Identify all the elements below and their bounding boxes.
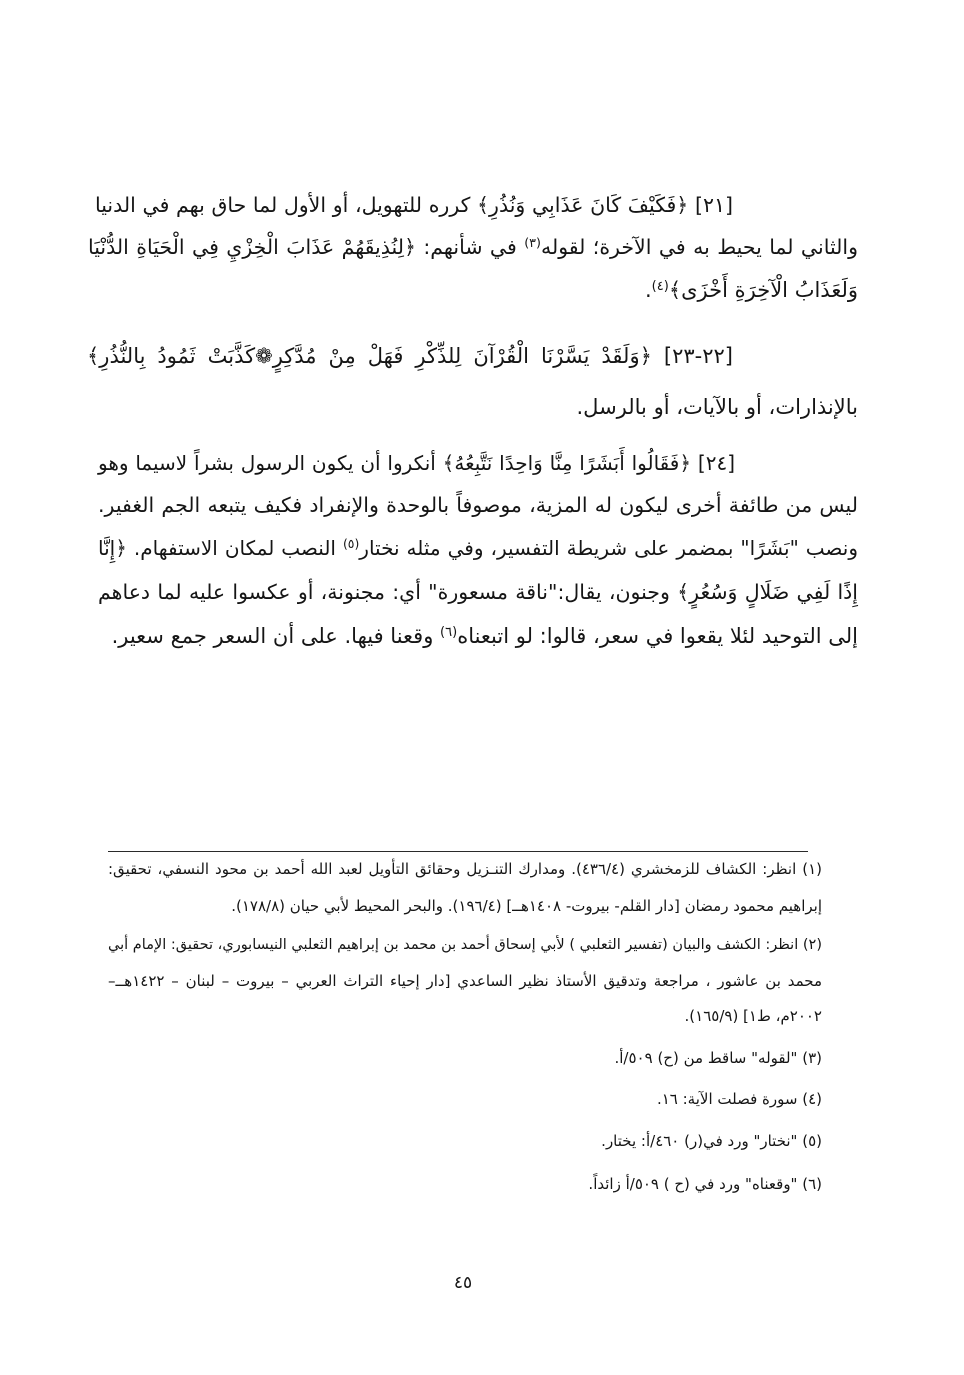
text-segment: وقعنا فيها. على أن السعر جمع سعير. <box>111 624 441 648</box>
footnote-line: إبراهيم محمود رمضان [دار القلم- بيروت- ١٤٠٨هــ] (١٩٦/٤). والبحر المحيط لأبي حيان (١٧٨/٨). <box>231 897 822 915</box>
text-line: [٢٢-٢٣] ﴿وَلَقَدْ يَسَّرْنَا الْقُرْآنَ لِلذِّكْرِ فَهَلْ مِنْ مُدَّكِرٍ❁كَذَّبَتْ ثَمُودُ بِالنُّذُرِ﴾ <box>87 344 733 368</box>
text-segment: ونصب "بَشَرًا" بمضمر على شريطة التفسير، وفي مثله نختار <box>359 536 858 560</box>
text-line <box>98 616 858 656</box>
text-line: ليس من طائفة أخرى ليكون له المزية، موصوفاً بالوحدة والإنفراد فكيف يتبعه الجم الغفير. <box>98 493 858 517</box>
footnote-reference: (٤) <box>651 278 669 294</box>
text-line: بالإنذارات، أو بالآيات، أو بالرسل. <box>576 395 858 419</box>
text-segment: وَلَعَذَابُ الْآخِرَةِ أَخْزَى﴾ <box>668 278 858 302</box>
page-number: ٤٥ <box>453 1273 473 1293</box>
footnote-line: ٢٠٠٢م، ط١] (١٦٥/٩). <box>684 1007 822 1025</box>
footnote-separator <box>108 851 808 852</box>
text-line: إِذًا لَفِي ضَلَالٍ وَسُعُرٍ﴾ وجنون، يقال:"ناقة مسعورة" أي: مجنونة، أو عكسوا عليه لما دعاهم <box>98 580 858 604</box>
footnote-reference: (٦) <box>440 624 458 640</box>
text-line <box>98 528 858 568</box>
text-segment: . <box>644 278 652 302</box>
text-segment: والثاني لما يحيط به في الآخرة؛ لقوله <box>540 235 859 259</box>
footnote-item-3: (٣) "لقوله" ساقط من (ح) ٥٠٩/أ. <box>614 1049 822 1067</box>
footnote-item-5: (٥) "نختار" ورد في(ر) ٤٦٠/أ: يختار. <box>601 1132 822 1150</box>
text-line: [٢١] ﴿فَكَيْفَ كَانَ عَذَابِي وَنُذُرِ﴾ كرره للتهويل، أو الأول لما حاق بهم في الدنيا <box>95 193 733 217</box>
footnote-item-4: (٤) سورة فصلت الآية: ١٦. <box>656 1090 822 1108</box>
text-segment: إلى التوحيد لئلا يقعوا في سعر، قالوا: لو اتبعناه <box>457 624 858 648</box>
footnote-line: (١) انظر: الكشاف للزمخشري (٤٣٦/٤). ومدارك التنـزيل وحقائق التأويل لعبد الله أحمد بن محود النسفي، تحقيق: <box>108 860 822 878</box>
footnote-line: محمد بن عاشور ، مراجعة وتدقيق الأستاذ نظير الساعدي [دار إحياء التراث العربي – بيروت – لبنان – ١٤٢٢هــ– <box>108 972 822 990</box>
text-line <box>88 270 858 310</box>
footnote-reference: (٣) <box>524 235 541 251</box>
text-segment: في شأنهم: ﴿لِنُذِيقَهُمْ عَذَابَ الْخِزْيِ فِي الْحَيَاةِ الدُّنْيَا <box>88 235 525 259</box>
footnote-line: (٢) انظر: الكشف والبيان (تفسير الثعلبي ) لأبي إسحاق أحمد بن محمد بن إبراهيم الثعلبي النيسابوري، تحقيق: الإمام أبي <box>108 937 822 953</box>
footnote-reference: (٥) <box>342 536 360 552</box>
text-line: [٢٤] ﴿فَقَالُوا أَبَشَرًا مِنَّا وَاحِدًا نَتَّبِعُهُ﴾ أنكروا أن يكون الرسول بشراً لاسيما وهو <box>98 451 735 475</box>
text-line <box>88 227 858 267</box>
text-segment: النصب لمكان الاستفهام. ﴿إِنَّا <box>98 536 343 560</box>
footnote-item-6: (٦) "وقعناه" ورد في (ح ) ٥٠٩/أ زائداً. <box>588 1175 822 1193</box>
